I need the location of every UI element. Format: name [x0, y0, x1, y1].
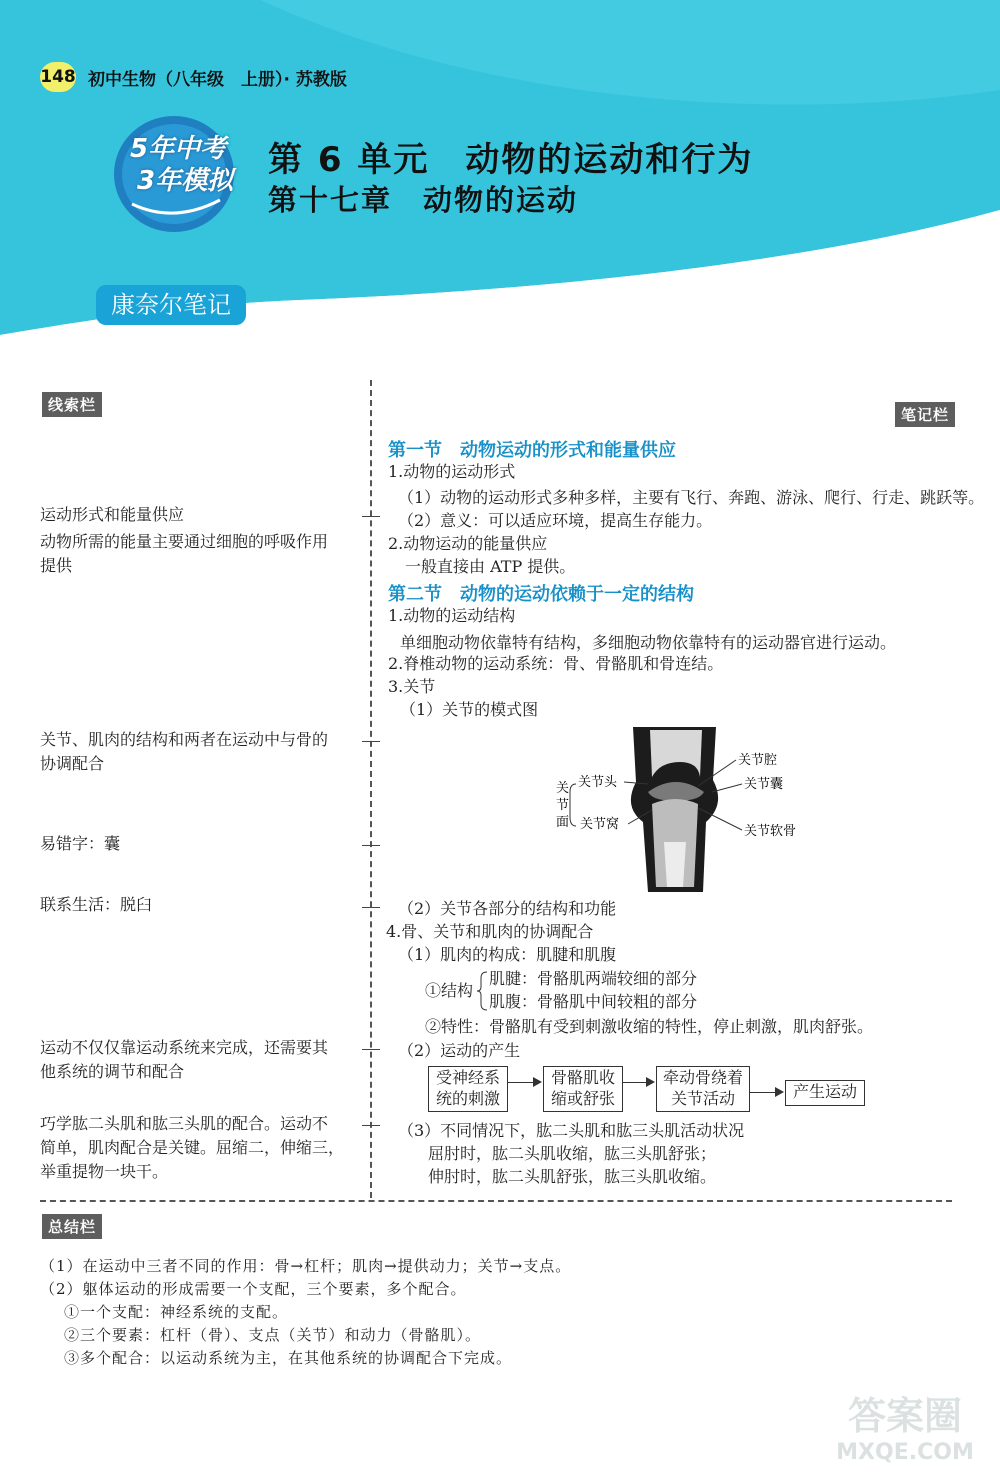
logo-text-1: 5年中考 [130, 134, 227, 164]
note-line: （1）肌肉的构成：肌腱和肌腹 [398, 945, 617, 964]
summary-label: 总结栏 [42, 1214, 102, 1239]
flow-step-2: 骨骼肌收缩或舒张 [543, 1066, 623, 1112]
joint-diagram [548, 722, 818, 897]
unit-title: 第 6 单元 动物的运动和行为 [268, 140, 754, 180]
note-line: （1）关节的模式图 [400, 700, 539, 719]
watermark-bottom: MXQE.COM [836, 1440, 974, 1465]
note-line: 3.关节 [388, 677, 436, 696]
chapter-title: 第十七章 动物的运动 [268, 183, 579, 217]
cue-text: 他系统的调节和配合 [40, 1062, 185, 1081]
label-socket: 关节窝 [580, 817, 620, 832]
note-line: （1）动物的运动形式多种多样，主要有飞行、奔跑、游泳、爬行、行走、跳跃等。 [398, 488, 985, 507]
cue-text: 提供 [40, 556, 73, 575]
summary-line: （2）躯体运动的形成需要一个支配，三个要素，多个配合。 [40, 1280, 467, 1298]
label-cartilage: 关节软骨 [744, 824, 797, 839]
cue-text: 运动不仅仅靠运动系统来完成，还需要其 [40, 1038, 329, 1057]
flow-arrow [750, 1092, 776, 1093]
note-line: 伸肘时，肱二头肌舒张，肱三头肌收缩。 [428, 1167, 717, 1186]
logo-text-2: 3年模拟 [137, 166, 234, 196]
joint-face-label: 关 [556, 781, 570, 796]
note-line: 2.脊椎动物的运动系统：骨、骨骼肌和骨连结。 [388, 654, 724, 673]
note-line: （2）运动的产生 [398, 1041, 521, 1060]
connector-tick [362, 516, 380, 517]
leader-line [712, 784, 742, 792]
label-head: 关节头 [578, 775, 618, 790]
flow-arrow-head [646, 1077, 655, 1087]
flow-arrow [623, 1082, 647, 1083]
flow-arrow-head [775, 1087, 784, 1097]
summary-line: （1）在运动中三者不同的作用：骨→杠杆；肌肉→提供动力；关节→支点。 [40, 1257, 572, 1275]
joint-face-label: 面 [556, 815, 570, 830]
cue-text: 举重提物一块干。 [40, 1162, 169, 1181]
summary-line: ②三个要素：杠杆（骨）、支点（关节）和动力（骨骼肌）。 [64, 1326, 482, 1344]
cue-text: 关节、肌肉的结构和两者在运动中与骨的 [40, 730, 329, 749]
joint-face-label: 节 [556, 798, 570, 813]
note-line: 一般直接由 ATP 提供。 [405, 557, 576, 576]
watermark [820, 1385, 990, 1465]
cue-column-label: 线索栏 [42, 392, 102, 417]
cornell-notes-banner: 康奈尔笔记 [96, 285, 246, 325]
flow-arrow [508, 1082, 534, 1083]
connector-tick [362, 741, 380, 742]
flow-step-3: 牵动骨绕着关节活动 [656, 1066, 750, 1112]
flow-arrow-head [533, 1077, 542, 1087]
note-line: ①结构 [425, 981, 474, 1000]
joint-illustration [631, 727, 718, 892]
cue-text: 简单，肌肉配合是关键。屈缩二，伸缩三， [40, 1138, 345, 1157]
flow-step-1: 受神经系统的刺激 [428, 1066, 508, 1112]
note-line: 肌腹：骨骼肌中间较粗的部分 [489, 992, 698, 1011]
cue-text: 联系生活：脱臼 [40, 895, 153, 914]
summary-line: ①一个支配：神经系统的支配。 [64, 1303, 289, 1321]
connector-tick [362, 845, 380, 846]
note-line: 肌腱：骨骼肌两端较细的部分 [489, 969, 698, 988]
connector-tick [362, 1125, 380, 1126]
note-line: （3）不同情况下，肱二头肌和肱三头肌活动状况 [398, 1121, 745, 1140]
notes-column-label: 笔记栏 [895, 402, 955, 427]
cue-text: 易错字：囊 [40, 834, 121, 853]
note-line: 1.动物的运动形式 [388, 462, 516, 481]
brace [476, 970, 488, 1012]
page-number: 148 [40, 62, 76, 92]
label-capsule: 关节囊 [744, 777, 784, 792]
column-divider [370, 380, 372, 1198]
label-cavity: 关节腔 [738, 753, 778, 768]
note-line: ②特性：骨骼肌有受到刺激收缩的特性，停止刺激，肌肉舒张。 [425, 1017, 874, 1036]
cue-text: 巧学肱二头肌和肱三头肌的配合。运动不 [40, 1114, 329, 1133]
watermark-top: 答案圈 [847, 1394, 962, 1438]
connector-tick [362, 907, 380, 908]
cue-text: 动物所需的能量主要通过细胞的呼吸作用 [40, 532, 329, 551]
book-title: 初中生物（八年级 上册）· 苏教版 [88, 70, 347, 90]
summary-line: ③多个配合：以运动系统为主，在其他系统的协调配合下完成。 [64, 1349, 513, 1367]
connector-tick [362, 1049, 380, 1050]
note-line: （2）关节各部分的结构和功能 [398, 899, 617, 918]
cue-text: 运动形式和能量供应 [40, 505, 185, 524]
note-line: 1.动物的运动结构 [388, 606, 516, 625]
note-line: 屈肘时，肱二头肌收缩，肱三头肌舒张； [428, 1144, 717, 1163]
note-line: 4.骨、关节和肌肉的协调配合 [386, 922, 594, 941]
brace [570, 784, 576, 826]
section-2-title: 第二节 动物的运动依赖于一定的结构 [388, 584, 694, 605]
flow-step-4: 产生运动 [785, 1080, 865, 1106]
note-line: 单细胞动物依靠特有结构，多细胞动物依靠特有的运动器官进行运动。 [400, 633, 897, 652]
note-line: （2）意义：可以适应环境，提高生存能力。 [398, 511, 713, 530]
summary-divider [40, 1200, 952, 1202]
note-line: 2.动物运动的能量供应 [388, 534, 548, 553]
section-1-title: 第一节 动物运动的形式和能量供应 [388, 440, 676, 461]
cue-text: 协调配合 [40, 754, 105, 773]
